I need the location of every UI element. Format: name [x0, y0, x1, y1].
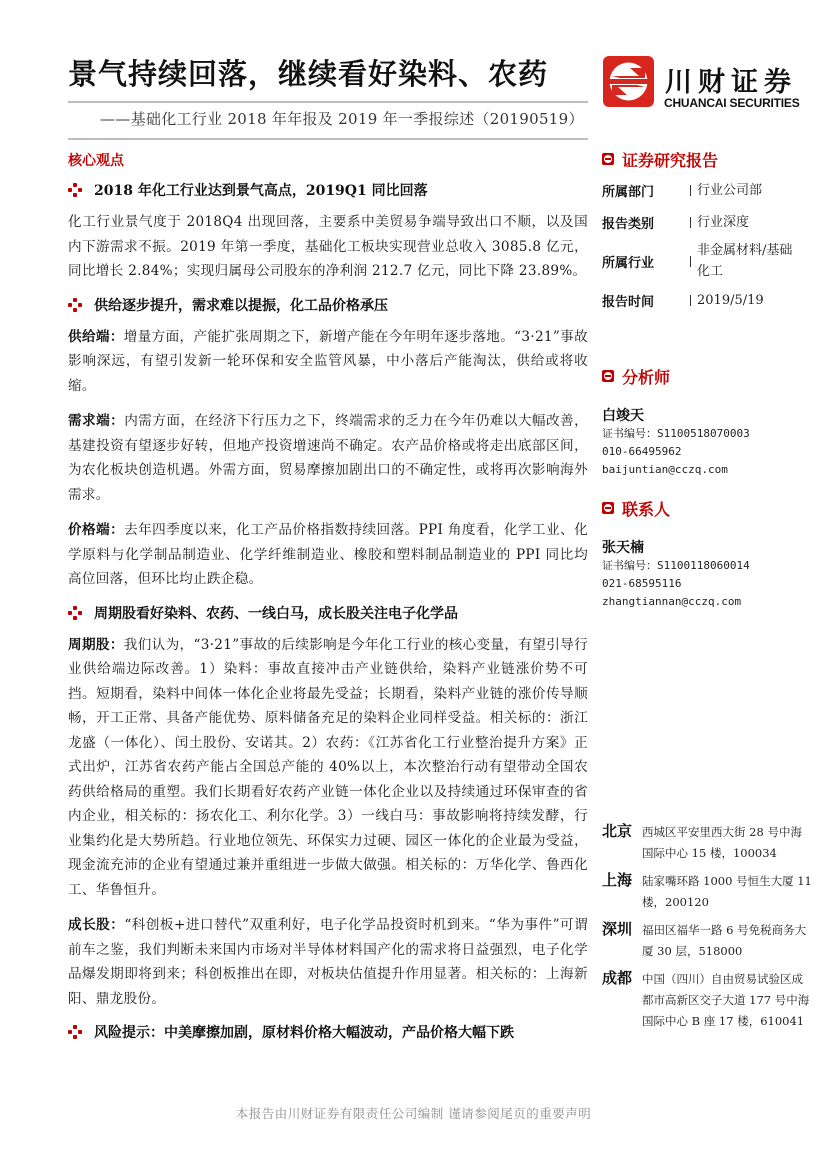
paragraph-lead: 周期股： — [68, 636, 124, 653]
section-heading — [68, 295, 588, 315]
analyst-name: 白竣天 — [602, 408, 644, 424]
analyst-cert: 证书编号：S1100518070003 — [602, 427, 750, 440]
contact-phone: 021-68595116 — [602, 577, 682, 590]
logo-badge-icon — [602, 370, 614, 382]
paragraph — [68, 518, 588, 592]
info-separator — [690, 295, 691, 306]
analyst-email[interactable]: baijuntian@cczq.com — [602, 463, 728, 476]
company-logo — [603, 56, 800, 112]
paragraph-lead: 成长股： — [68, 917, 125, 933]
report-subtitle: ——基础化工行业 2018 年年报及 2019 年一季报综述（20190519） — [100, 110, 584, 128]
info-value: 行业深度 — [697, 214, 750, 230]
title-divider-bottom — [68, 138, 588, 140]
section-heading-text: 周期股看好染料、农药、一线白马，成长股关注电子化学品 — [94, 605, 458, 622]
office-city: 上海 — [602, 871, 633, 889]
info-key: 报告时间 — [602, 294, 655, 310]
red-diamond-bullet-icon — [68, 298, 82, 312]
info-value: 2019/5/19 — [697, 292, 764, 308]
paragraph-text: “科创板+进口替代”双重利好，电子化学品投资时机到来。“华为事件”可谓前车之鉴，我们判断未来国内市场对半导体材料国产化的需求将日益强烈，电子化学品爆发期即将到来；科创板推出在即，对板块估值提升作用显著。相关标的：上海新阳、鼎龙股份。 — [68, 917, 589, 1007]
core-viewpoints — [68, 150, 588, 1052]
info-separator — [690, 185, 691, 196]
logo-badge-icon — [602, 153, 614, 165]
contact-name: 张天楠 — [602, 540, 644, 556]
info-value: 行业公司部 — [697, 182, 763, 198]
info-row-category — [602, 211, 802, 233]
contact-cert: 证书编号：S1100118060014 — [602, 559, 750, 572]
core-viewpoints-label: 核心观点 — [68, 153, 124, 169]
office-city: 北京 — [602, 822, 633, 840]
paragraph — [68, 633, 588, 903]
office-city: 深圳 — [602, 920, 633, 938]
office-address: 福田区福华一路 6 号免税商务大厦 30 层，518000 — [642, 923, 807, 958]
office-shenzhen — [602, 918, 822, 962]
paragraph-text: 我们认为，“3·21”事故的后续影响是今年化工行业的核心变量，有望引导行业供给端边际改善。1）染料：事故直接冲击产业链供给，染料产业链涨价势不可挡。短期看，染料中间体一体化企业将最先受益；长期看，染料产业链的涨价传导顺畅，开工正常、具备产能优势、原料储备充足的染料企业同样受益。相关标的：浙江龙盛（一体化）、闰土股份、安诺其。2）农药：《江苏省化工行业整治提升方案》正式出炉，江苏省农药产能占全国总产能的 40%以上，本次整治行动有望带动全国农药供给格局的重塑。我们长期看好农药产业链一体化企业以及持续通过环保审查的省内企业，相关标的：扬农化工、利尔化学。3）一线白马：事故影响将持续发酵，行业集约化是大势所趋。行业地位领先、环保实力过硬、园区一体化的企业最为受益，现金流充沛的企业有望通过兼并重组进一步做大做强。相关标的：万华化学、鲁西化工、华鲁恒升。 — [68, 636, 589, 898]
logo-name-en: CHUANCAI SECURITIES — [664, 96, 800, 110]
title-divider-top — [68, 101, 588, 103]
analyst-title: 分析师 — [622, 367, 671, 387]
paragraph — [68, 325, 588, 399]
contact-heading — [602, 497, 802, 519]
report-title: 景气持续回落，继续看好染料、农药 — [68, 57, 549, 91]
page-footer-disclaimer: 本报告由川财证券有限责任公司编制 谨请参阅尾页的重要声明 — [235, 1106, 592, 1121]
info-key: 报告类别 — [602, 216, 655, 232]
section-heading — [68, 603, 588, 623]
paragraph-lead: 供给端： — [68, 328, 124, 345]
office-city: 成都 — [602, 969, 633, 987]
office-addresses — [602, 820, 822, 1037]
red-diamond-bullet-icon — [68, 606, 82, 620]
logo-name-cn: 川财证券 — [665, 67, 797, 98]
info-value: 非金属材料/基础化工 — [697, 243, 793, 279]
contact-title: 联系人 — [622, 499, 671, 519]
report-info-heading — [602, 148, 802, 170]
office-address: 陆家嘴环路 1000 号恒生大厦 11 楼，200120 — [642, 874, 812, 909]
info-key: 所属部门 — [602, 184, 655, 200]
paragraph — [68, 409, 588, 507]
paragraph-text: 化工行业景气度于 2018Q4 出现回落，主要系中美贸易争端导致出口不顺，以及国内下游需求不振。2019 年第一季度，基础化工板块实现营业总收入 3085.8 亿元，同比增长 2.84%；实现归属母公司股东的净利润 212.7 亿元，同比下降 23.89%。 — [68, 214, 588, 279]
chuancai-logo-icon — [603, 56, 654, 107]
report-info-title: 证券研究报告 — [622, 150, 719, 170]
section-heading — [68, 180, 588, 200]
info-separator — [690, 217, 691, 228]
paragraph — [68, 913, 588, 1011]
paragraph-text: 内需方面，在经济下行压力之下，终端需求的乏力在今年仍难以大幅改善，基建投资有望逐步好转，但地产投资增速尚不确定。农产品价格或将走出底部区间，为农化板块创造机遇。外需方面，贸易摩擦加剧出口的不确定性，或将再次影响海外需求。 — [68, 413, 588, 503]
paragraph — [68, 210, 588, 284]
paragraph-lead: 价格端： — [68, 522, 125, 538]
paragraph-lead: 需求端： — [68, 413, 125, 429]
sidebar — [602, 148, 802, 611]
info-key: 所属行业 — [602, 255, 655, 271]
office-address: 西城区平安里西大街 28 号中海国际中心 15 楼，100034 — [642, 825, 802, 860]
office-address: 中国（四川）自由贸易试验区成都市高新区交子大道 177 号中海国际中心 B 座 17 楼，610041 — [642, 972, 810, 1028]
risk-heading — [68, 1022, 588, 1042]
paragraph-text: 去年四季度以来，化工产品价格指数持续回落。PPI 角度看，化学工业、化学原料与化学制品制造业、化学纤维制造业、橡胶和塑料制品制造业的 PPI 同比均高位回落，但环比均止跌企稳。 — [68, 522, 588, 587]
contact-email[interactable]: zhangtiannan@cczq.com — [602, 595, 742, 608]
red-diamond-bullet-icon — [68, 183, 82, 197]
office-shanghai — [602, 869, 822, 913]
section-heading-text: 供给逐步提升，需求难以提振，化工品价格承压 — [94, 297, 388, 314]
red-diamond-bullet-icon — [68, 1025, 82, 1039]
office-chengdu — [602, 967, 822, 1032]
analyst-phone: 010-66495962 — [602, 445, 682, 458]
info-row-industry — [602, 239, 802, 283]
logo-badge-icon — [602, 502, 614, 514]
office-beijing — [602, 820, 822, 864]
risk-heading-text: 风险提示：中美摩擦加剧，原材料价格大幅波动，产品价格大幅下跌 — [94, 1025, 514, 1041]
info-row-department — [602, 179, 802, 201]
info-row-date — [602, 289, 802, 311]
info-separator — [690, 256, 691, 267]
analyst-heading — [602, 365, 802, 387]
paragraph-text: 增量方面，产能扩张周期之下，新增产能在今年明年逐步落地。“3·21”事故影响深远，有望引发新一轮环保和安全监管风暴，中小落后产能淘汰，供给或将收缩。 — [68, 328, 589, 394]
section-heading-text: 2018 年化工行业达到景气高点，2019Q1 同比回落 — [94, 183, 428, 199]
